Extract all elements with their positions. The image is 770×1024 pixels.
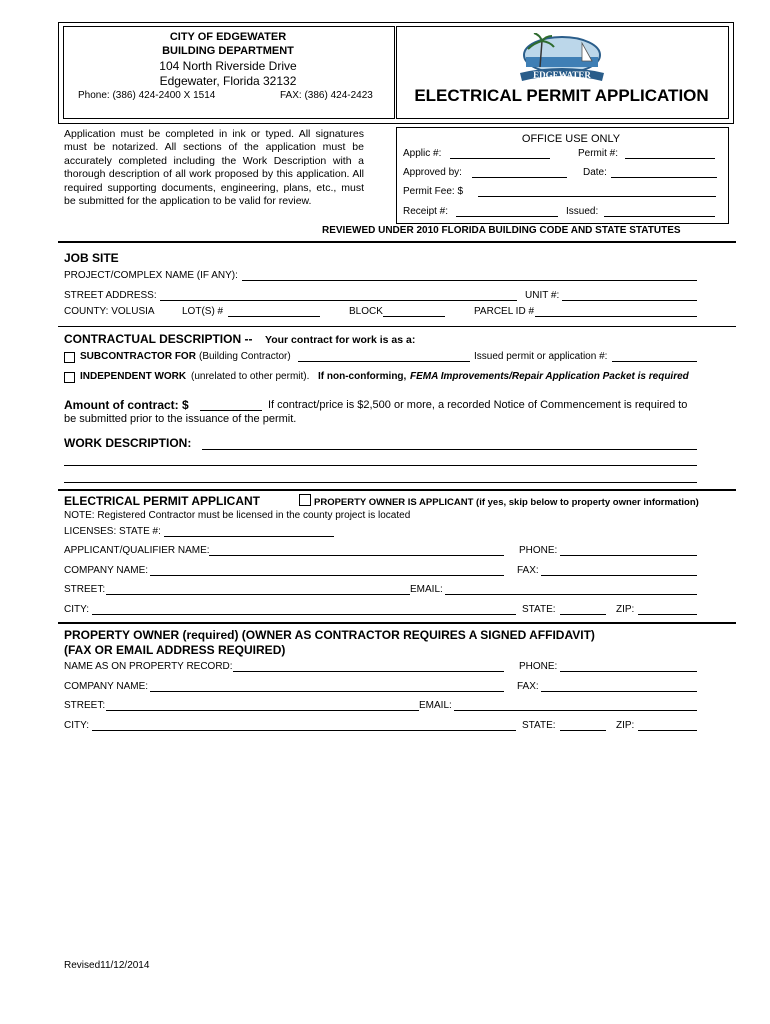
owner-city-label: CITY: (64, 720, 90, 731)
city-name: CITY OF EDGEWATER (169, 31, 287, 43)
receipt-field[interactable] (456, 216, 558, 217)
unit-field[interactable] (562, 300, 697, 301)
owner-name-label: NAME AS ON PROPERTY RECORD: (64, 661, 233, 672)
revision-date: Revised11/12/2014 (64, 960, 150, 971)
work-description-label: WORK DESCRIPTION: (64, 436, 192, 450)
owner-applicant-label: PROPERTY OWNER IS APPLICANT (if yes, skip below to property owner information) (314, 497, 699, 508)
street-address-field[interactable] (160, 300, 517, 301)
instructions-text: Application must be completed in ink or typed. All signatures must be notarized. All sections of the application must be accurately completed including the Work Description with a thorough description of all work proposed by this application. All required supporting documents, engineering, plans, etc., must be submitted for the application to be valid for review. (64, 128, 364, 208)
applic-label: Applic #: (403, 148, 442, 159)
fee-label: Permit Fee: $ (403, 186, 464, 197)
logo-text: EDGEWATER (533, 70, 591, 80)
applicant-phone-field[interactable] (560, 555, 697, 556)
applicant-company-field[interactable] (150, 575, 504, 576)
department-name: BUILDING DEPARTMENT (162, 45, 294, 57)
owner-zip-label: ZIP: (616, 720, 635, 731)
applicant-state-field[interactable] (560, 614, 606, 615)
applicant-fax-label: FAX: (517, 565, 539, 576)
issued-label: Issued: (566, 206, 599, 217)
parcel-label: PARCEL ID # (474, 306, 535, 317)
divider-2 (58, 326, 736, 327)
street-address-label: STREET ADDRESS: (64, 290, 157, 301)
receipt-label: Receipt #: (403, 206, 449, 217)
owner-state-field[interactable] (560, 730, 606, 731)
applic-field[interactable] (450, 158, 550, 159)
owner-name-field[interactable] (233, 671, 504, 672)
owner-heading-2: (FAX OR EMAIL ADDRESS REQUIRED) (64, 643, 286, 657)
project-label: PROJECT/COMPLEX NAME (IF ANY): (64, 270, 238, 281)
county-label: COUNTY: VOLUSIA (64, 306, 155, 317)
applicant-city-field[interactable] (92, 614, 516, 615)
divider-1 (58, 241, 736, 243)
owner-street-label: STREET: (64, 700, 106, 711)
approved-field[interactable] (472, 177, 567, 178)
date-label: Date: (583, 167, 607, 178)
amount-field[interactable] (200, 410, 262, 411)
date-field[interactable] (611, 177, 717, 178)
owner-zip-field[interactable] (638, 730, 697, 731)
permit-label: Permit #: (578, 148, 619, 159)
owner-heading-1: PROPERTY OWNER (required) (OWNER AS CONTRACTOR REQUIRES A SIGNED AFFIDAVIT) (64, 628, 595, 642)
amount-note-2: be submitted prior to the issuance of the permit. (64, 413, 297, 425)
amount-label: Amount of contract: $ (64, 398, 189, 412)
applicant-email-field[interactable] (445, 594, 697, 595)
building-contractor-field[interactable] (298, 361, 470, 362)
applicant-company-label: COMPANY NAME: (64, 565, 149, 576)
owner-company-field[interactable] (150, 691, 504, 692)
contract-heading: CONTRACTUAL DESCRIPTION -- (64, 332, 253, 346)
applicant-note: NOTE: Registered Contractor must be licensed in the county project is located (64, 510, 411, 521)
independent-work-sub: (unrelated to other permit). (191, 371, 310, 382)
owner-fax-label: FAX: (517, 681, 539, 692)
owner-email-label: EMAIL: (419, 700, 452, 711)
owner-phone-field[interactable] (560, 671, 697, 672)
subcontractor-sub: (Building Contractor) (199, 351, 291, 362)
lots-field[interactable] (228, 316, 320, 317)
owner-state-label: STATE: (522, 720, 556, 731)
subcontractor-checkbox[interactable] (64, 352, 75, 363)
issued-field[interactable] (604, 216, 715, 217)
address-line-1: 104 North Riverside Drive (159, 59, 297, 73)
fee-field[interactable] (478, 196, 716, 197)
work-description-line-1[interactable] (202, 449, 697, 450)
work-description-line-3[interactable] (64, 482, 697, 483)
owner-applicant-checkbox[interactable] (299, 494, 311, 506)
reviewed-statement: REVIEWED UNDER 2010 FLORIDA BUILDING CODE AND STATE STATUTES (322, 225, 681, 236)
non-conforming-label: If non-conforming, (318, 371, 407, 382)
project-field[interactable] (242, 280, 697, 281)
parcel-field[interactable] (535, 316, 697, 317)
applicant-fax-field[interactable] (541, 575, 697, 576)
work-description-line-2[interactable] (64, 465, 697, 466)
applicant-zip-label: ZIP: (616, 604, 635, 615)
contract-subheading: Your contract for work is as a: (265, 334, 416, 346)
lots-label: LOT(S) # (182, 306, 224, 317)
permit-field[interactable] (625, 158, 715, 159)
applicant-street-field[interactable] (106, 594, 410, 595)
applicant-email-label: EMAIL: (410, 584, 443, 595)
applicant-heading: ELECTRICAL PERMIT APPLICANT (64, 494, 261, 508)
address-line-2: Edgewater, Florida 32132 (159, 74, 297, 88)
subcontractor-label: SUBCONTRACTOR FOR (80, 351, 196, 362)
applicant-state-label: STATE: (522, 604, 556, 615)
owner-street-field[interactable] (106, 710, 419, 711)
independent-work-checkbox[interactable] (64, 372, 75, 383)
divider-4 (58, 622, 736, 624)
divider-3 (58, 489, 736, 491)
job-site-heading: JOB SITE (64, 251, 119, 265)
owner-phone-label: PHONE: (519, 661, 558, 672)
licenses-label: LICENSES: STATE #: (64, 526, 161, 537)
edgewater-logo (512, 33, 612, 85)
fax-number: FAX: (386) 424-2423 (280, 90, 373, 101)
fema-note: FEMA Improvements/Repair Application Packet is required (410, 371, 689, 382)
applicant-phone-label: PHONE: (519, 545, 558, 556)
block-label: BLOCK (349, 306, 383, 317)
owner-city-field[interactable] (92, 730, 516, 731)
phone-number: Phone: (386) 424-2400 X 1514 (78, 90, 216, 101)
applicant-zip-field[interactable] (638, 614, 697, 615)
issued-permit-label: Issued permit or application #: (474, 351, 608, 362)
owner-company-label: COMPANY NAME: (64, 681, 149, 692)
amount-note-1: If contract/price is $2,500 or more, a recorded Notice of Commencement is required to (268, 399, 688, 411)
licenses-field[interactable] (164, 536, 334, 537)
unit-label: UNIT #: (525, 290, 560, 301)
form-title: ELECTRICAL PERMIT APPLICATION (414, 86, 709, 105)
office-use-title: OFFICE USE ONLY (521, 133, 621, 145)
applicant-city-label: CITY: (64, 604, 90, 615)
applicant-name-field[interactable] (209, 555, 504, 556)
issued-permit-field[interactable] (612, 361, 697, 362)
independent-work-label: INDEPENDENT WORK (80, 371, 187, 382)
owner-fax-field[interactable] (541, 691, 697, 692)
approved-label: Approved by: (403, 167, 462, 178)
applicant-name-label: APPLICANT/QUALIFIER NAME: (64, 545, 210, 556)
owner-email-field[interactable] (454, 710, 697, 711)
applicant-street-label: STREET: (64, 584, 106, 595)
block-field[interactable] (383, 316, 445, 317)
